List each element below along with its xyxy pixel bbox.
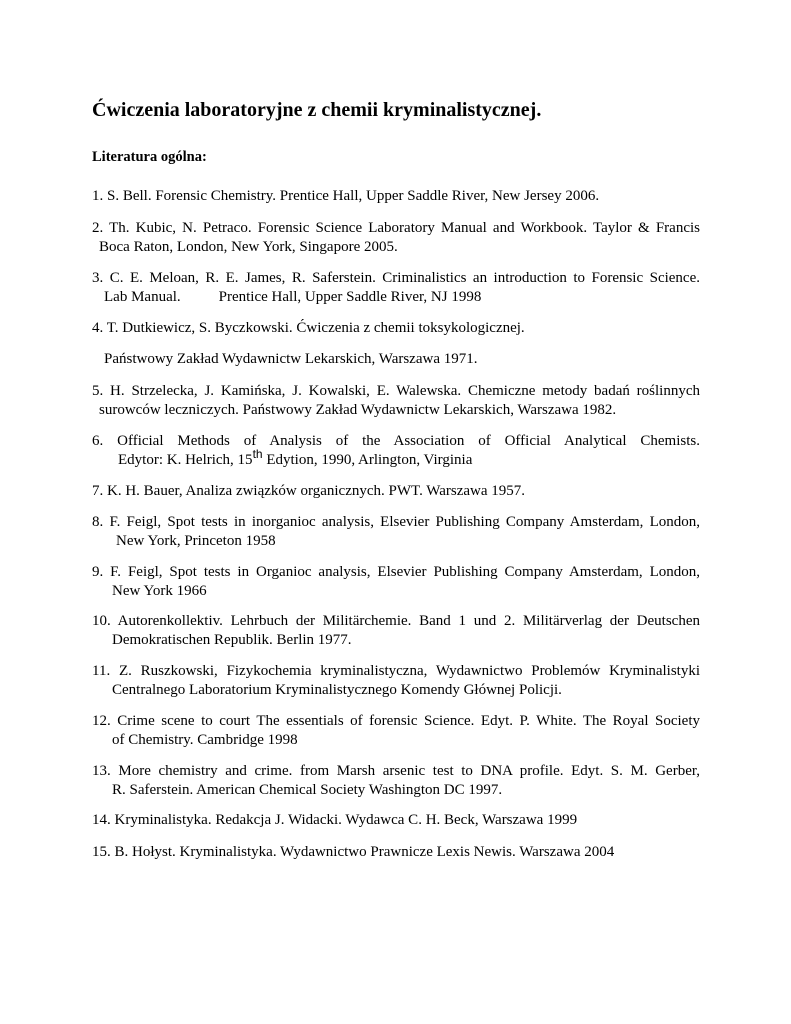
superscript: th — [252, 447, 263, 461]
reference-text-continued: Demokratischen Republik. Berlin 1977. — [112, 632, 352, 648]
reference-text: 11. Z. Ruszkowski, Fizykochemia kryminalistyczna, Wydawnictwo Problemów Kryminalistyki — [92, 663, 700, 679]
reference-4 — [92, 319, 700, 338]
reference-10 — [92, 612, 700, 650]
reference-text: 6. Official Methods of Analysis of the Association of Official Analytical Chemists. — [92, 433, 700, 449]
reference-8 — [92, 513, 700, 551]
reference-2 — [92, 219, 700, 257]
reference-1 — [92, 187, 700, 206]
reference-text-continued: surowców leczniczych. Państwowy Zakład Wydawnictw Lekarskich, Warszawa 1982. — [99, 402, 617, 418]
reference-15 — [92, 843, 700, 862]
reference-12 — [92, 712, 700, 750]
reference-text: 3. C. E. Meloan, R. E. James, R. Saferstein. Criminalistics an introduction to Forensic Science. — [92, 270, 700, 286]
reference-text: 10. Autorenkollektiv. Lehrbuch der Militärchemie. Band 1 und 2. Militärverlag der Deutschen — [92, 613, 700, 629]
page-title: Ćwiczenia laboratoryjne z chemii kryminalistycznej. — [92, 99, 542, 121]
reference-text: 13. More chemistry and crime. from Marsh arsenic test to DNA profile. Edyt. S. M. Gerber, — [92, 763, 700, 779]
reference-text-continued: New York, Princeton 1958 — [116, 533, 276, 549]
reference-text-continued: of Chemistry. Cambridge 1998 — [112, 732, 298, 748]
reference-text-continued: New York 1966 — [112, 583, 207, 599]
reference-4-publisher — [92, 350, 700, 369]
reference-text: 2. Th. Kubic, N. Petraco. Forensic Science Laboratory Manual and Workbook. Taylor & Francis — [92, 220, 700, 236]
reference-9 — [92, 563, 700, 601]
reference-text-part: Edytion, 1990, Arlington, Virginia — [262, 452, 473, 468]
reference-text-part: Lab Manual. — [104, 289, 181, 305]
reference-text-continued — [92, 447, 700, 470]
reference-text: 14. Kryminalistyka. Redakcja J. Widacki. Wydawca C. H. Beck, Warszawa 1999 — [92, 812, 578, 828]
reference-text: 8. F. Feigl, Spot tests in inorganioc analysis, Elsevier Publishing Company Amsterdam, London, — [92, 514, 700, 530]
reference-text: 1. S. Bell. Forensic Chemistry. Prentice Hall, Upper Saddle River, New Jersey 2006. — [92, 188, 600, 204]
reference-text-continued — [92, 288, 700, 307]
reference-text: 5. H. Strzelecka, J. Kamińska, J. Kowalski, E. Walewska. Chemiczne metody badań roślinnych — [92, 383, 700, 399]
reference-text-part: Edytor: K. Helrich, 15 — [118, 452, 253, 468]
reference-text: 9. F. Feigl, Spot tests in Organioc analysis, Elsevier Publishing Company Amsterdam, London, — [92, 564, 700, 580]
reference-text-continued: Boca Raton, London, New York, Singapore 2005. — [99, 239, 398, 255]
reference-text: 15. B. Hołyst. Kryminalistyka. Wydawnictwo Prawnicze Lexis Newis. Warszawa 2004 — [92, 844, 615, 860]
section-heading: Literatura ogólna: — [92, 149, 207, 165]
reference-3 — [92, 269, 700, 307]
reference-14 — [92, 811, 700, 830]
reference-5 — [92, 382, 700, 420]
reference-text: 4. T. Dutkiewicz, S. Byczkowski. Ćwiczenia z chemii toksykologicznej. — [92, 320, 525, 336]
reference-11 — [92, 662, 700, 700]
reference-13 — [92, 762, 700, 800]
reference-text-continued: R. Saferstein. American Chemical Society Washington DC 1997. — [112, 782, 503, 798]
reference-text-part: Prentice Hall, Upper Saddle River, NJ 1998 — [218, 289, 482, 305]
reference-text-continued: Państwowy Zakład Wydawnictw Lekarskich, Warszawa 1971. — [104, 351, 478, 367]
reference-text: 7. K. H. Bauer, Analiza związków organicznych. PWT. Warszawa 1957. — [92, 483, 526, 499]
reference-6 — [92, 432, 700, 470]
reference-text-continued: Centralnego Laboratorium Kryminalistycznego Komendy Głównej Policji. — [112, 682, 562, 698]
reference-text: 12. Crime scene to court The essentials of forensic Science. Edyt. P. White. The Royal Society — [92, 713, 700, 729]
reference-7 — [92, 482, 700, 501]
